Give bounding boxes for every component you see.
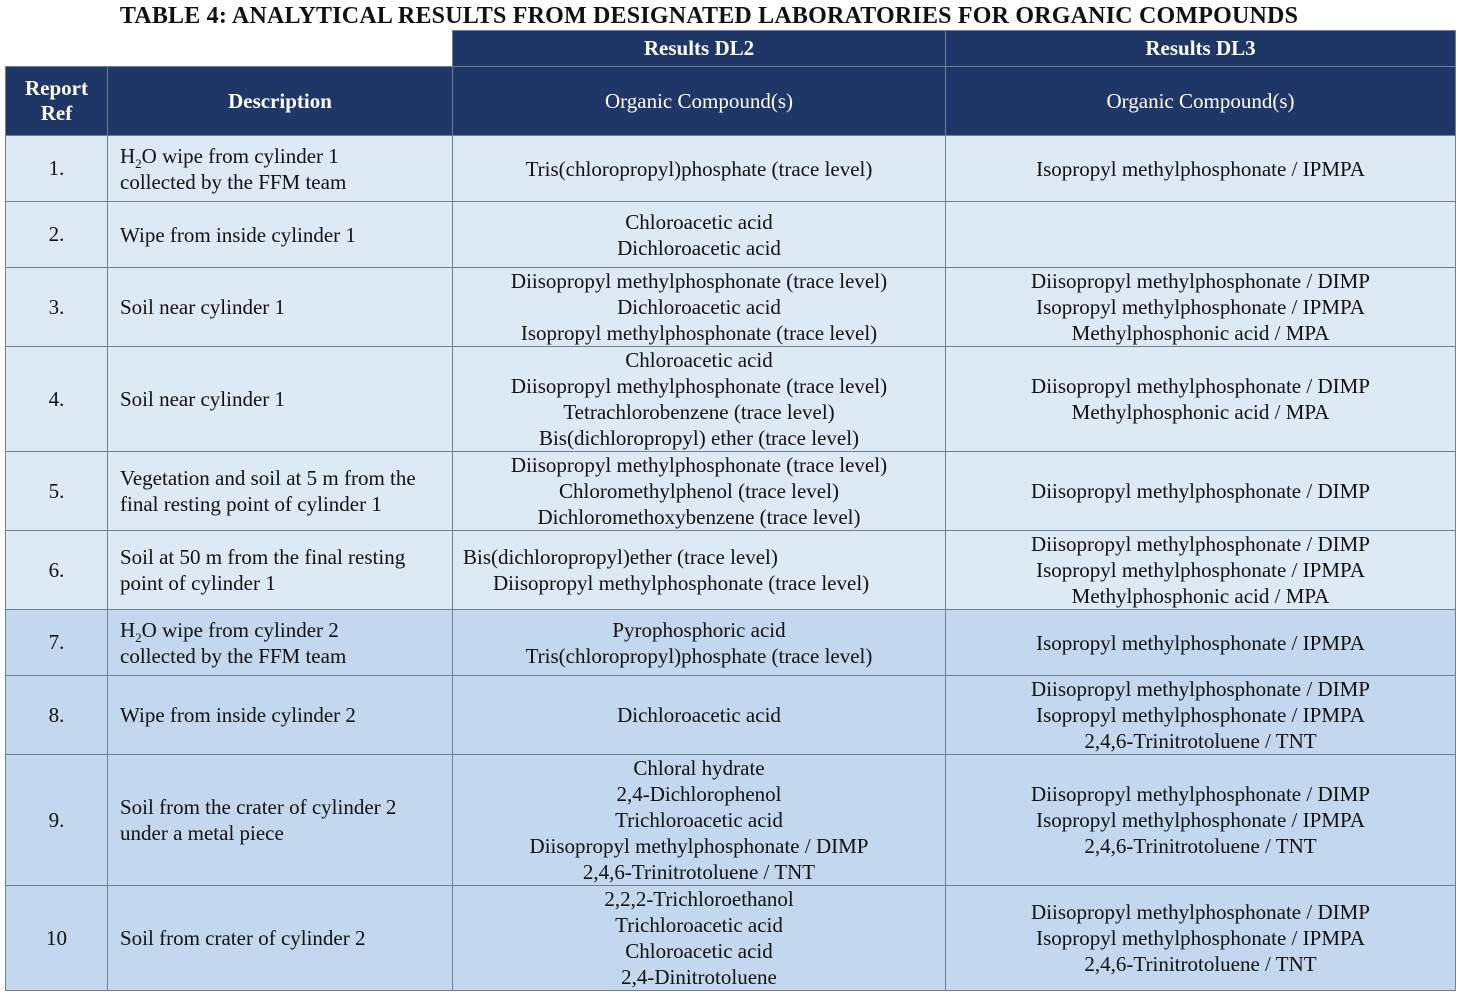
header-description: Description <box>108 67 453 136</box>
compound-line: 2,4-Dinitrotoluene <box>621 965 777 989</box>
description-line: point of cylinder 1 <box>120 571 276 595</box>
compound-line: Trichloroacetic acid <box>615 808 783 832</box>
compound-line: Isopropyl methylphosphonate / IPMPA <box>1036 558 1365 582</box>
compound-line: Pyrophosphoric acid <box>612 617 786 642</box>
description-line: collected by the FFM team <box>120 169 347 194</box>
compound-line: Diisopropyl methylphosphonate / DIMP <box>1031 374 1370 398</box>
description-line: collected by the FFM team <box>120 643 347 668</box>
compound-line: 2,2,2-Trichloroethanol <box>604 887 794 911</box>
report-ref: 1. <box>6 136 108 202</box>
compound-line: Dichloromethoxybenzene (trace level) <box>537 505 861 529</box>
header-dl2-compounds: Organic Compound(s) <box>453 67 946 136</box>
compound-line: Diisopropyl methylphosphonate / DIMP <box>529 834 869 858</box>
dl3-compounds-cell <box>946 347 1456 452</box>
compound-line: Chloroacetic acid <box>625 209 773 234</box>
header-report-ref <box>6 67 108 136</box>
compound-line: 2,4-Dichlorophenol <box>616 782 782 806</box>
table-title: TABLE 4: ANALYTICAL RESULTS FROM DESIGNATED LABORATORIES FOR ORGANIC COMPOUNDS <box>119 3 1299 29</box>
compound-line: Chloroacetic acid <box>625 939 773 963</box>
table-row <box>6 886 1456 991</box>
compound-line: 2,4,6-Trinitrotoluene / TNT <box>1084 834 1317 858</box>
compound-line: Diisopropyl methylphosphonate (trace level) <box>493 571 870 595</box>
table-row <box>6 531 1456 610</box>
header-dl3-compounds: Organic Compound(s) <box>946 67 1456 136</box>
table-row <box>6 136 1456 202</box>
description-cell <box>108 136 453 202</box>
compound-line: Tris(chloropropyl)phosphate (trace level) <box>525 156 873 181</box>
compound-line: 2,4,6-Trinitrotoluene / TNT <box>1084 952 1317 976</box>
table-row <box>6 755 1456 886</box>
compound-line: Diisopropyl methylphosphonate / DIMP <box>1031 532 1370 556</box>
description-cell <box>108 347 453 452</box>
compound-line: Isopropyl methylphosphonate / IPMPA <box>1036 630 1365 655</box>
compound-line: Methylphosphonic acid / MPA <box>1071 584 1330 608</box>
description-cell <box>108 886 453 991</box>
dl3-compounds-cell <box>946 452 1456 531</box>
dl2-compounds-cell <box>453 202 946 268</box>
description-cell <box>108 531 453 610</box>
dl2-compounds-cell <box>453 136 946 202</box>
compound-line: Methylphosphonic acid / MPA <box>1071 400 1330 424</box>
compound-line: Isopropyl methylphosphonate / IPMPA <box>1036 156 1365 181</box>
dl2-compounds-cell <box>453 347 946 452</box>
compound-line: Diisopropyl methylphosphonate / DIMP <box>1031 900 1370 924</box>
description-line: Soil near cylinder 1 <box>120 387 286 411</box>
description-cell <box>108 755 453 886</box>
compound-line: Diisopropyl methylphosphonate / DIMP <box>1031 782 1370 806</box>
report-ref: 9. <box>6 755 108 886</box>
compound-line: Trichloroacetic acid <box>615 913 783 937</box>
dl2-compounds-cell <box>453 268 946 347</box>
dl3-compounds-cell <box>946 202 1456 268</box>
description-line: Wipe from inside cylinder 2 <box>120 703 356 727</box>
compound-line: Chloromethylphenol (trace level) <box>559 479 839 503</box>
compound-line: Bis(dichloropropyl)ether (trace level) <box>463 545 778 569</box>
description-line: Soil at 50 m from the final resting <box>120 545 406 569</box>
compound-line: Diisopropyl methylphosphonate / DIMP <box>1031 479 1370 503</box>
dl2-compounds-cell <box>453 452 946 531</box>
description-line: $H_2O$ wipe from cylinder 2 <box>120 617 339 645</box>
compound-line: Bis(dichloropropyl) ether (trace level) <box>538 426 860 450</box>
description-line: Soil near cylinder 1 <box>120 295 286 319</box>
compound-line: Dichloroacetic acid <box>617 703 781 727</box>
compound-line: Isopropyl methylphosphonate / IPMPA <box>1036 808 1365 832</box>
compound-line: Isopropyl methylphosphonate (trace level) <box>520 321 878 345</box>
description-cell <box>108 610 453 676</box>
compound-line: Diisopropyl methylphosphonate / DIMP <box>1031 269 1370 293</box>
table-row <box>6 347 1456 452</box>
dl3-compounds-cell <box>946 136 1456 202</box>
report-ref: 2. <box>6 202 108 268</box>
header-report-ref-label: Report Ref <box>25 76 88 125</box>
compound-line: Diisopropyl methylphosphonate (trace level) <box>510 374 888 398</box>
dl3-compounds-cell <box>946 610 1456 676</box>
header-column-row <box>6 67 1456 136</box>
dl2-compounds-cell <box>453 886 946 991</box>
compound-line: Isopropyl methylphosphonate / IPMPA <box>1036 926 1365 950</box>
dl3-compounds-cell <box>946 755 1456 886</box>
report-ref: 6. <box>6 531 108 610</box>
report-ref: 5. <box>6 452 108 531</box>
compound-line: Methylphosphonic acid / MPA <box>1071 321 1330 345</box>
compound-line: Dichloroacetic acid <box>617 295 781 319</box>
compound-line: Tetrachlorobenzene (trace level) <box>563 400 835 424</box>
report-ref: 4. <box>6 347 108 452</box>
compound-line: Diisopropyl methylphosphonate (trace level) <box>510 453 888 477</box>
report-ref: 10 <box>6 886 108 991</box>
table-row <box>6 268 1456 347</box>
table-row <box>6 676 1456 755</box>
header-blank-corner <box>6 31 453 67</box>
compound-line: Tris(chloropropyl)phosphate (trace level) <box>525 643 873 668</box>
description-line: under a metal piece <box>120 821 284 845</box>
compound-line: Chloral hydrate <box>633 756 765 780</box>
table-row <box>6 610 1456 676</box>
description-line: Soil from the crater of cylinder 2 <box>120 795 397 819</box>
dl2-compounds-cell <box>453 531 946 610</box>
table-row <box>6 452 1456 531</box>
description-line: $H_2O$ wipe from cylinder 1 <box>120 143 339 171</box>
compound-line: Dichloroacetic acid <box>617 235 781 260</box>
description-line: Soil from crater of cylinder 2 <box>120 926 366 950</box>
compound-line: Isopropyl methylphosphonate / IPMPA <box>1036 703 1365 727</box>
description-line: Vegetation and soil at 5 m from the <box>120 466 416 490</box>
header-results-dl2: Results DL2 <box>453 31 946 67</box>
compound-line: Diisopropyl methylphosphonate (trace level) <box>510 269 888 293</box>
dl2-compounds-cell <box>453 610 946 676</box>
description-line: final resting point of cylinder 1 <box>120 492 382 516</box>
description-cell <box>108 268 453 347</box>
table-row <box>6 202 1456 268</box>
dl2-compounds-cell <box>453 755 946 886</box>
description-cell <box>108 676 453 755</box>
compound-line: 2,4,6-Trinitrotoluene / TNT <box>582 860 816 884</box>
description-cell <box>108 452 453 531</box>
compound-line: 2,4,6-Trinitrotoluene / TNT <box>1084 729 1317 753</box>
report-ref: 7. <box>6 610 108 676</box>
dl2-compounds-cell <box>453 676 946 755</box>
compound-line: Diisopropyl methylphosphonate / DIMP <box>1031 677 1370 701</box>
compound-line: Isopropyl methylphosphonate / IPMPA <box>1036 295 1365 319</box>
results-table <box>5 30 1456 991</box>
dl3-compounds-cell <box>946 886 1456 991</box>
compound-line: Chloroacetic acid <box>625 348 773 372</box>
dl3-compounds-cell <box>946 676 1456 755</box>
description-cell <box>108 202 453 268</box>
dl3-compounds-cell <box>946 531 1456 610</box>
report-ref: 8. <box>6 676 108 755</box>
report-ref: 3. <box>6 268 108 347</box>
header-results-dl3: Results DL3 <box>946 31 1456 67</box>
header-group-row <box>6 31 1456 67</box>
description-line: Wipe from inside cylinder 1 <box>120 222 356 247</box>
dl3-compounds-cell <box>946 268 1456 347</box>
